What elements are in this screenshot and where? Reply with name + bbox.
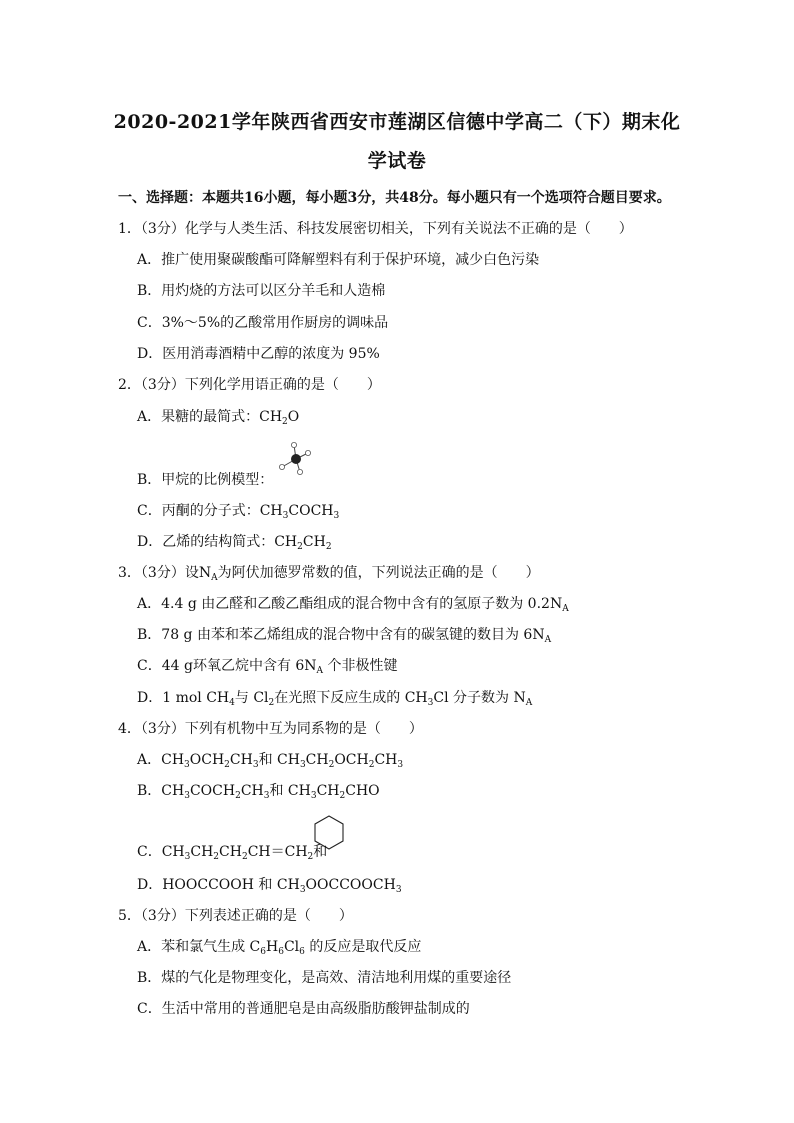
q4b-p1: B．CH <box>137 783 185 799</box>
q4b-s1: 3 <box>184 791 190 801</box>
q5a-p2: H <box>266 939 279 955</box>
q4a-s5: 2 <box>328 760 335 770</box>
q3a-sub: A <box>562 604 569 614</box>
question-5-stem: 5．（3分）下列表述正确的是（ ） <box>118 908 353 924</box>
q4c-s3: 2 <box>241 852 248 862</box>
q5a-s3: 6 <box>299 947 305 957</box>
q4a-p1: A．CH <box>137 752 185 768</box>
q3c-pre: C．44 g环氧乙烷中含有 6N <box>137 658 317 674</box>
q4c-p4: CH＝CH <box>247 844 308 860</box>
q4b-s3: 3 <box>263 791 270 801</box>
q4b-s4: 3 <box>310 791 317 801</box>
q2a-text: A．果糖的最简式：CH <box>137 409 283 425</box>
q5-option-a <box>137 936 421 957</box>
q4b-p5: CH <box>316 783 340 799</box>
q4c-p1: C．CH <box>137 844 185 860</box>
q2-option-d <box>137 531 332 552</box>
q4b-p2: COCH <box>189 783 236 799</box>
q4c-s1: 3 <box>184 852 191 862</box>
q3-stem-post: 为阿伏加德罗常数的值，下列说法正确的是（ ） <box>217 565 540 581</box>
q4b-s5: 2 <box>339 791 346 801</box>
q5-option-b: B．煤的气化是物理变化，是高效、清洁地利用煤的重要途径 <box>137 970 512 986</box>
q4c-s4: 2 <box>307 852 314 862</box>
q2d-text: D．乙烯的结构简式：CH <box>137 534 298 550</box>
exam-title-line1: 2020-2021学年陕西省西安市莲湖区信德中学高二（下）期末化 <box>113 111 681 133</box>
q4a-p3: CH <box>229 752 253 768</box>
q4d-p2: OOCCOOCH <box>305 877 396 893</box>
q3d-s1: 4 <box>229 698 235 708</box>
q1-option-d: D．医用消毒酒精中乙醇的浓度为 95% <box>137 346 380 362</box>
question-3-stem <box>118 562 540 583</box>
q4a-p2: OCH <box>189 752 225 768</box>
methane-model-icon <box>274 440 322 478</box>
q2d-mid: CH <box>302 534 326 550</box>
q4a-s1: 3 <box>184 760 190 770</box>
q2c-text: C．丙酮的分子式：CH <box>137 503 283 519</box>
q1-option-c: C．3%～5%的乙酸常用作厨房的调味品 <box>137 315 389 331</box>
q3d-p1: D．1 mol CH <box>137 690 230 706</box>
q4-option-b <box>137 780 380 801</box>
q1-option-a: A．推广使用聚碳酸酯可降解塑料有利于保护环境，减少白色污染 <box>137 252 540 268</box>
q3d-p2: 与 Cl <box>234 690 269 706</box>
q3b-text: B．78 g 由苯和苯乙烯组成的混合物中含有的碳氢键的数目为 6N <box>137 627 545 643</box>
q5a-s1: 6 <box>260 947 267 957</box>
q1-option-b: B．用灼烧的方法可以区分羊毛和人造棉 <box>137 283 386 299</box>
question-2-stem: 2．（3分）下列化学用语正确的是（ ） <box>118 377 381 393</box>
q3-option-d <box>137 687 532 708</box>
q4a-p5: CH <box>305 752 329 768</box>
q5-option-c: C．生活中常用的普通肥皂是由高级脂肪酸钾盐制成的 <box>137 1001 470 1017</box>
q3d-s2: 2 <box>268 698 275 708</box>
q3c-post: 个非极性键 <box>323 658 398 674</box>
q2c-mid: COCH <box>288 503 334 519</box>
q3d-p3: 在光照下反应生成的 CH <box>274 690 428 706</box>
q4-option-a <box>137 749 403 770</box>
q4-option-c <box>137 841 327 862</box>
q4a-s7: 3 <box>397 760 404 770</box>
q3-option-a <box>137 593 569 614</box>
q4a-s2: 2 <box>224 760 230 770</box>
q3-stem-sub: A <box>211 573 218 583</box>
q4b-s2: 2 <box>235 791 241 801</box>
q4a-p6: OCH <box>334 752 369 768</box>
q5a-p4: 的反应是取代反应 <box>304 939 422 955</box>
q2-option-b: B．甲烷的比例模型： <box>137 472 274 488</box>
q4b-p4: 和 CH <box>269 783 311 799</box>
q3d-s3: 3 <box>427 698 434 708</box>
q4a-p4: 和 CH <box>258 752 300 768</box>
q4a-s4: 3 <box>299 760 306 770</box>
q4-option-d <box>137 874 402 895</box>
q4b-p6: CHO <box>345 783 380 799</box>
section-heading: 一、选择题：本题共16小题，每小题3分，共48分。每小题只有一个选项符合题目要求。 <box>118 190 671 206</box>
q3d-s4: A <box>525 698 533 708</box>
question-4-stem: 4．（3分）下列有机物中互为同系物的是（ ） <box>118 721 423 737</box>
q2-option-a <box>137 406 299 427</box>
q2d-sub2: 2 <box>325 542 332 552</box>
q4c-s2: 2 <box>213 852 220 862</box>
q5a-s2: 6 <box>278 947 284 957</box>
q4d-p1: D．HOOCCOOH 和 CH <box>137 877 300 893</box>
q3-stem-pre: 3．（3分）设N <box>118 565 212 581</box>
q4c-p5: 和 <box>313 844 328 860</box>
q2c-sub2: 3 <box>333 511 340 521</box>
q4c-p3: CH <box>219 844 242 860</box>
q4a-p7: CH <box>374 752 398 768</box>
q2a-tail: O <box>287 409 300 425</box>
q4b-p3: CH <box>240 783 264 799</box>
q3-option-b <box>137 624 551 645</box>
q2a-sub: 2 <box>282 417 288 427</box>
q2c-sub1: 3 <box>282 511 289 521</box>
q3b-sub: A <box>544 635 552 645</box>
q3a-text: A．4.4 g 由乙醛和乙酸乙酯组成的混合物中含有的氢原子数为 0.2N <box>137 596 563 612</box>
q4c-p2: CH <box>190 844 214 860</box>
q5a-p1: A．苯和氯气生成 C <box>137 939 261 955</box>
q4d-s2: 3 <box>395 885 402 895</box>
q3-option-c <box>137 655 398 676</box>
cyclohexane-ring-icon <box>312 814 346 852</box>
exam-title-line2: 学试卷 <box>367 150 427 172</box>
q3c-sub: A <box>316 666 324 676</box>
q2d-sub1: 2 <box>297 542 303 552</box>
q4a-s3: 3 <box>252 760 259 770</box>
question-1-stem: 1．（3分）化学与人类生活、科技发展密切相关，下列有关说法不正确的是（ ） <box>118 221 633 237</box>
q4d-s1: 3 <box>299 885 306 895</box>
q4a-s6: 2 <box>368 760 375 770</box>
q2-option-c <box>137 500 339 521</box>
q5a-p3: Cl <box>283 939 300 955</box>
q3d-p4: Cl 分子数为 N <box>433 690 526 706</box>
